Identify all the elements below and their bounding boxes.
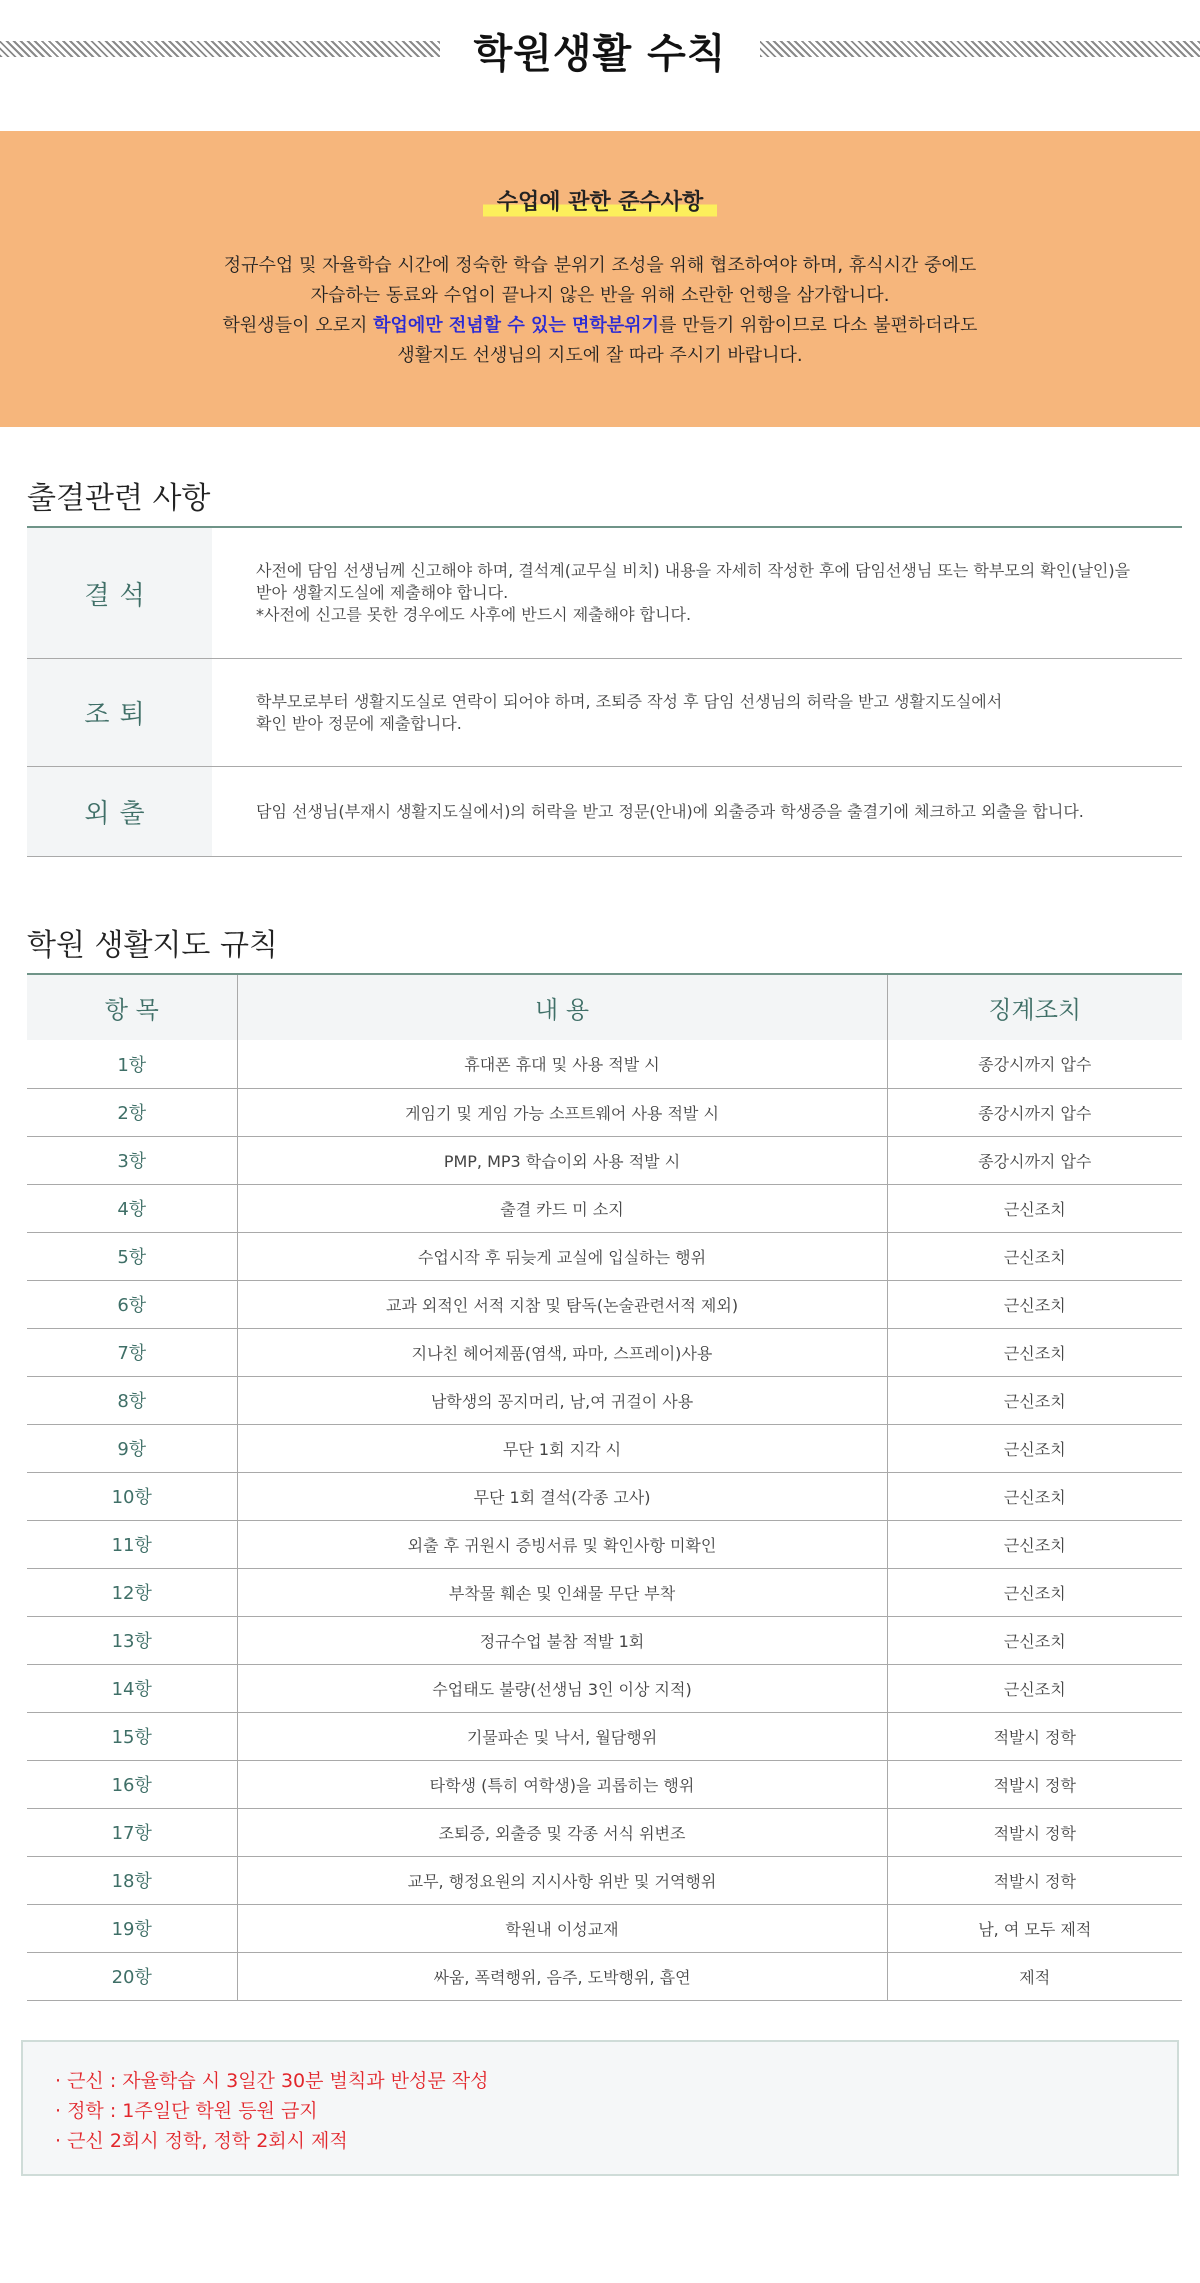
rule-penalty: 적발시 정학 — [887, 1808, 1182, 1856]
rule-penalty: 근신조치 — [887, 1472, 1182, 1520]
attendance-desc-line: 담임 선생님(부재시 생활지도실에서)의 허락을 받고 정문(안내)에 외출증과 학생증을 출결기에 체크하고 외출을 합니다. — [256, 801, 1084, 821]
rule-number: 12항 — [27, 1568, 237, 1616]
attendance-row-head: 결석 — [27, 528, 212, 658]
page-header — [0, 0, 1200, 100]
rule-penalty: 남, 여 모두 제적 — [887, 1904, 1182, 1952]
rule-number: 2항 — [27, 1088, 237, 1136]
table-row — [27, 1232, 1182, 1280]
rules-header-row — [27, 974, 1182, 1040]
table-row — [27, 1952, 1182, 2000]
page-title: 학원생활 수칙 — [473, 31, 727, 77]
attendance-table — [27, 526, 1182, 857]
column-header-item: 항 목 — [27, 974, 237, 1040]
rule-content: 게임기 및 게임 가능 소프트웨어 사용 적발 시 — [237, 1088, 887, 1136]
table-row — [27, 1280, 1182, 1328]
rule-number: 7항 — [27, 1328, 237, 1376]
notice-line: 정규수업 및 자율학습 시간에 정숙한 학습 분위기 조성을 위해 협조하여야 하며, 휴식시간 중에도 — [223, 255, 977, 276]
column-header-content: 내 용 — [237, 974, 887, 1040]
rule-number: 13항 — [27, 1616, 237, 1664]
table-row — [27, 1472, 1182, 1520]
notice-subtitle: 수업에 관한 준수사항 — [483, 188, 718, 218]
rule-content: 조퇴증, 외출증 및 각종 서식 위변조 — [237, 1808, 887, 1856]
rule-content: 무단 1회 지각 시 — [237, 1424, 887, 1472]
attendance-row-head: 외출 — [27, 767, 212, 856]
rule-number: 9항 — [27, 1424, 237, 1472]
rule-content: 싸움, 폭력행위, 음주, 도박행위, 흡연 — [237, 1952, 887, 2000]
rule-penalty: 종강시까지 압수 — [887, 1136, 1182, 1184]
rule-content: 기물파손 및 낙서, 월담행위 — [237, 1712, 887, 1760]
header-stripe-right — [760, 41, 1200, 57]
rule-content: 학원내 이성교재 — [237, 1904, 887, 1952]
attendance-row — [27, 659, 1182, 767]
rule-penalty: 적발시 정학 — [887, 1856, 1182, 1904]
table-row — [27, 1616, 1182, 1664]
rule-penalty: 제적 — [887, 1952, 1182, 2000]
rule-penalty: 근신조치 — [887, 1376, 1182, 1424]
table-row — [27, 1184, 1182, 1232]
rule-number: 14항 — [27, 1664, 237, 1712]
rule-number: 11항 — [27, 1520, 237, 1568]
notice-text: 를 만들기 위함이므로 다소 불편하더라도 — [658, 315, 978, 336]
rule-number: 17항 — [27, 1808, 237, 1856]
table-row — [27, 1568, 1182, 1616]
rules-section-title: 학원 생활지도 규칙 — [27, 928, 278, 963]
attendance-section-title: 출결관련 사항 — [27, 481, 211, 516]
attendance-desc-line: *사전에 신고를 못한 경우에도 사후에 반드시 제출해야 합니다. — [256, 605, 692, 624]
rule-penalty: 종강시까지 압수 — [887, 1040, 1182, 1088]
table-row — [27, 1040, 1182, 1088]
rule-content: 정규수업 불참 적발 1회 — [237, 1616, 887, 1664]
rule-number: 1항 — [27, 1040, 237, 1088]
rule-content: 교무, 행정요원의 지시사항 위반 및 거역행위 — [237, 1856, 887, 1904]
table-row — [27, 1808, 1182, 1856]
notice-text: 학원생들이 오로지 — [222, 315, 374, 336]
attendance-row-desc — [212, 528, 1182, 658]
rules-table — [27, 973, 1182, 2001]
notice-body — [0, 251, 1200, 371]
rule-content: PMP, MP3 학습이외 사용 적발 시 — [237, 1136, 887, 1184]
footnote-line: · 정학 : 1주일단 학원 등원 금지 — [55, 2100, 318, 2122]
rule-content: 휴대폰 휴대 및 사용 적발 시 — [237, 1040, 887, 1088]
rule-penalty: 근신조치 — [887, 1664, 1182, 1712]
table-row — [27, 1520, 1182, 1568]
rule-content: 타학생 (특히 여학생)을 괴롭히는 행위 — [237, 1760, 887, 1808]
footnote-line: · 근신 : 자율학습 시 3일간 30분 벌칙과 반성문 작성 — [55, 2070, 489, 2092]
attendance-row-desc — [212, 767, 1182, 856]
rule-penalty: 근신조치 — [887, 1328, 1182, 1376]
attendance-desc-line: 사전에 담임 선생님께 신고해야 하며, 결석계(교무실 비치) 내용을 자세히 작성한 후에 담임선생님 또는 학부모의 확인(날인)을 — [256, 561, 1131, 580]
attendance-desc-line: 받아 생활지도실에 제출해야 합니다. — [256, 583, 509, 602]
rule-penalty: 근신조치 — [887, 1424, 1182, 1472]
rule-penalty: 근신조치 — [887, 1520, 1182, 1568]
rule-penalty: 적발시 정학 — [887, 1712, 1182, 1760]
attendance-row-head: 조퇴 — [27, 659, 212, 766]
attendance-row-desc — [212, 659, 1182, 766]
rule-content: 수업시작 후 뒤늦게 교실에 입실하는 행위 — [237, 1232, 887, 1280]
rule-number: 16항 — [27, 1760, 237, 1808]
notice-highlight: 학업에만 전념할 수 있는 면학분위기 — [373, 315, 659, 336]
table-row — [27, 1328, 1182, 1376]
table-row — [27, 1712, 1182, 1760]
rule-content: 남학생의 꽁지머리, 남,여 귀걸이 사용 — [237, 1376, 887, 1424]
rule-penalty: 근신조치 — [887, 1184, 1182, 1232]
rule-number: 18항 — [27, 1856, 237, 1904]
header-stripe-left — [0, 41, 440, 57]
rule-content: 지나친 헤어제품(염색, 파마, 스프레이)사용 — [237, 1328, 887, 1376]
attendance-desc-line: 학부모로부터 생활지도실로 연락이 되어야 하며, 조퇴증 작성 후 담임 선생님의 허락을 받고 생활지도실에서 — [256, 691, 1003, 711]
rule-content: 외출 후 귀원시 증빙서류 및 확인사항 미확인 — [237, 1520, 887, 1568]
rule-content: 교과 외적인 서적 지참 및 탐독(논술관련서적 제외) — [237, 1280, 887, 1328]
rule-penalty: 종강시까지 압수 — [887, 1088, 1182, 1136]
rule-number: 8항 — [27, 1376, 237, 1424]
penalty-footnotes — [21, 2040, 1179, 2176]
table-row — [27, 1904, 1182, 1952]
rule-penalty: 근신조치 — [887, 1232, 1182, 1280]
rule-number: 10항 — [27, 1472, 237, 1520]
rule-content: 부착물 훼손 및 인쇄물 무단 부착 — [237, 1568, 887, 1616]
attendance-row — [27, 528, 1182, 659]
table-row — [27, 1664, 1182, 1712]
column-header-penalty: 징계조치 — [887, 974, 1182, 1040]
notice-line: 생활지도 선생님의 지도에 잘 따라 주시기 바랍니다. — [397, 345, 803, 366]
table-row — [27, 1760, 1182, 1808]
rule-content: 무단 1회 결석(각종 고사) — [237, 1472, 887, 1520]
notice-line: 자습하는 동료와 수업이 끝나지 않은 반을 위해 소란한 언행을 삼가합니다. — [310, 285, 890, 306]
table-row — [27, 1424, 1182, 1472]
rule-penalty: 적발시 정학 — [887, 1760, 1182, 1808]
class-rules-notice — [0, 131, 1200, 427]
rule-number: 15항 — [27, 1712, 237, 1760]
rule-number: 4항 — [27, 1184, 237, 1232]
notice-line — [0, 311, 1200, 341]
footnote-line: · 근신 2회시 정학, 정학 2회시 제적 — [55, 2130, 348, 2152]
rule-number: 6항 — [27, 1280, 237, 1328]
rule-penalty: 근신조치 — [887, 1280, 1182, 1328]
attendance-row — [27, 767, 1182, 857]
table-row — [27, 1376, 1182, 1424]
table-row — [27, 1856, 1182, 1904]
rule-number: 5항 — [27, 1232, 237, 1280]
table-row — [27, 1136, 1182, 1184]
rule-penalty: 근신조치 — [887, 1568, 1182, 1616]
rule-content: 출결 카드 미 소지 — [237, 1184, 887, 1232]
table-row — [27, 1088, 1182, 1136]
attendance-desc-line: 확인 받아 정문에 제출합니다. — [256, 713, 462, 733]
notice-subtitle-wrap — [0, 188, 1200, 218]
rule-number: 20항 — [27, 1952, 237, 2000]
rule-content: 수업태도 불량(선생님 3인 이상 지적) — [237, 1664, 887, 1712]
rule-penalty: 근신조치 — [887, 1616, 1182, 1664]
rule-number: 19항 — [27, 1904, 237, 1952]
rule-number: 3항 — [27, 1136, 237, 1184]
